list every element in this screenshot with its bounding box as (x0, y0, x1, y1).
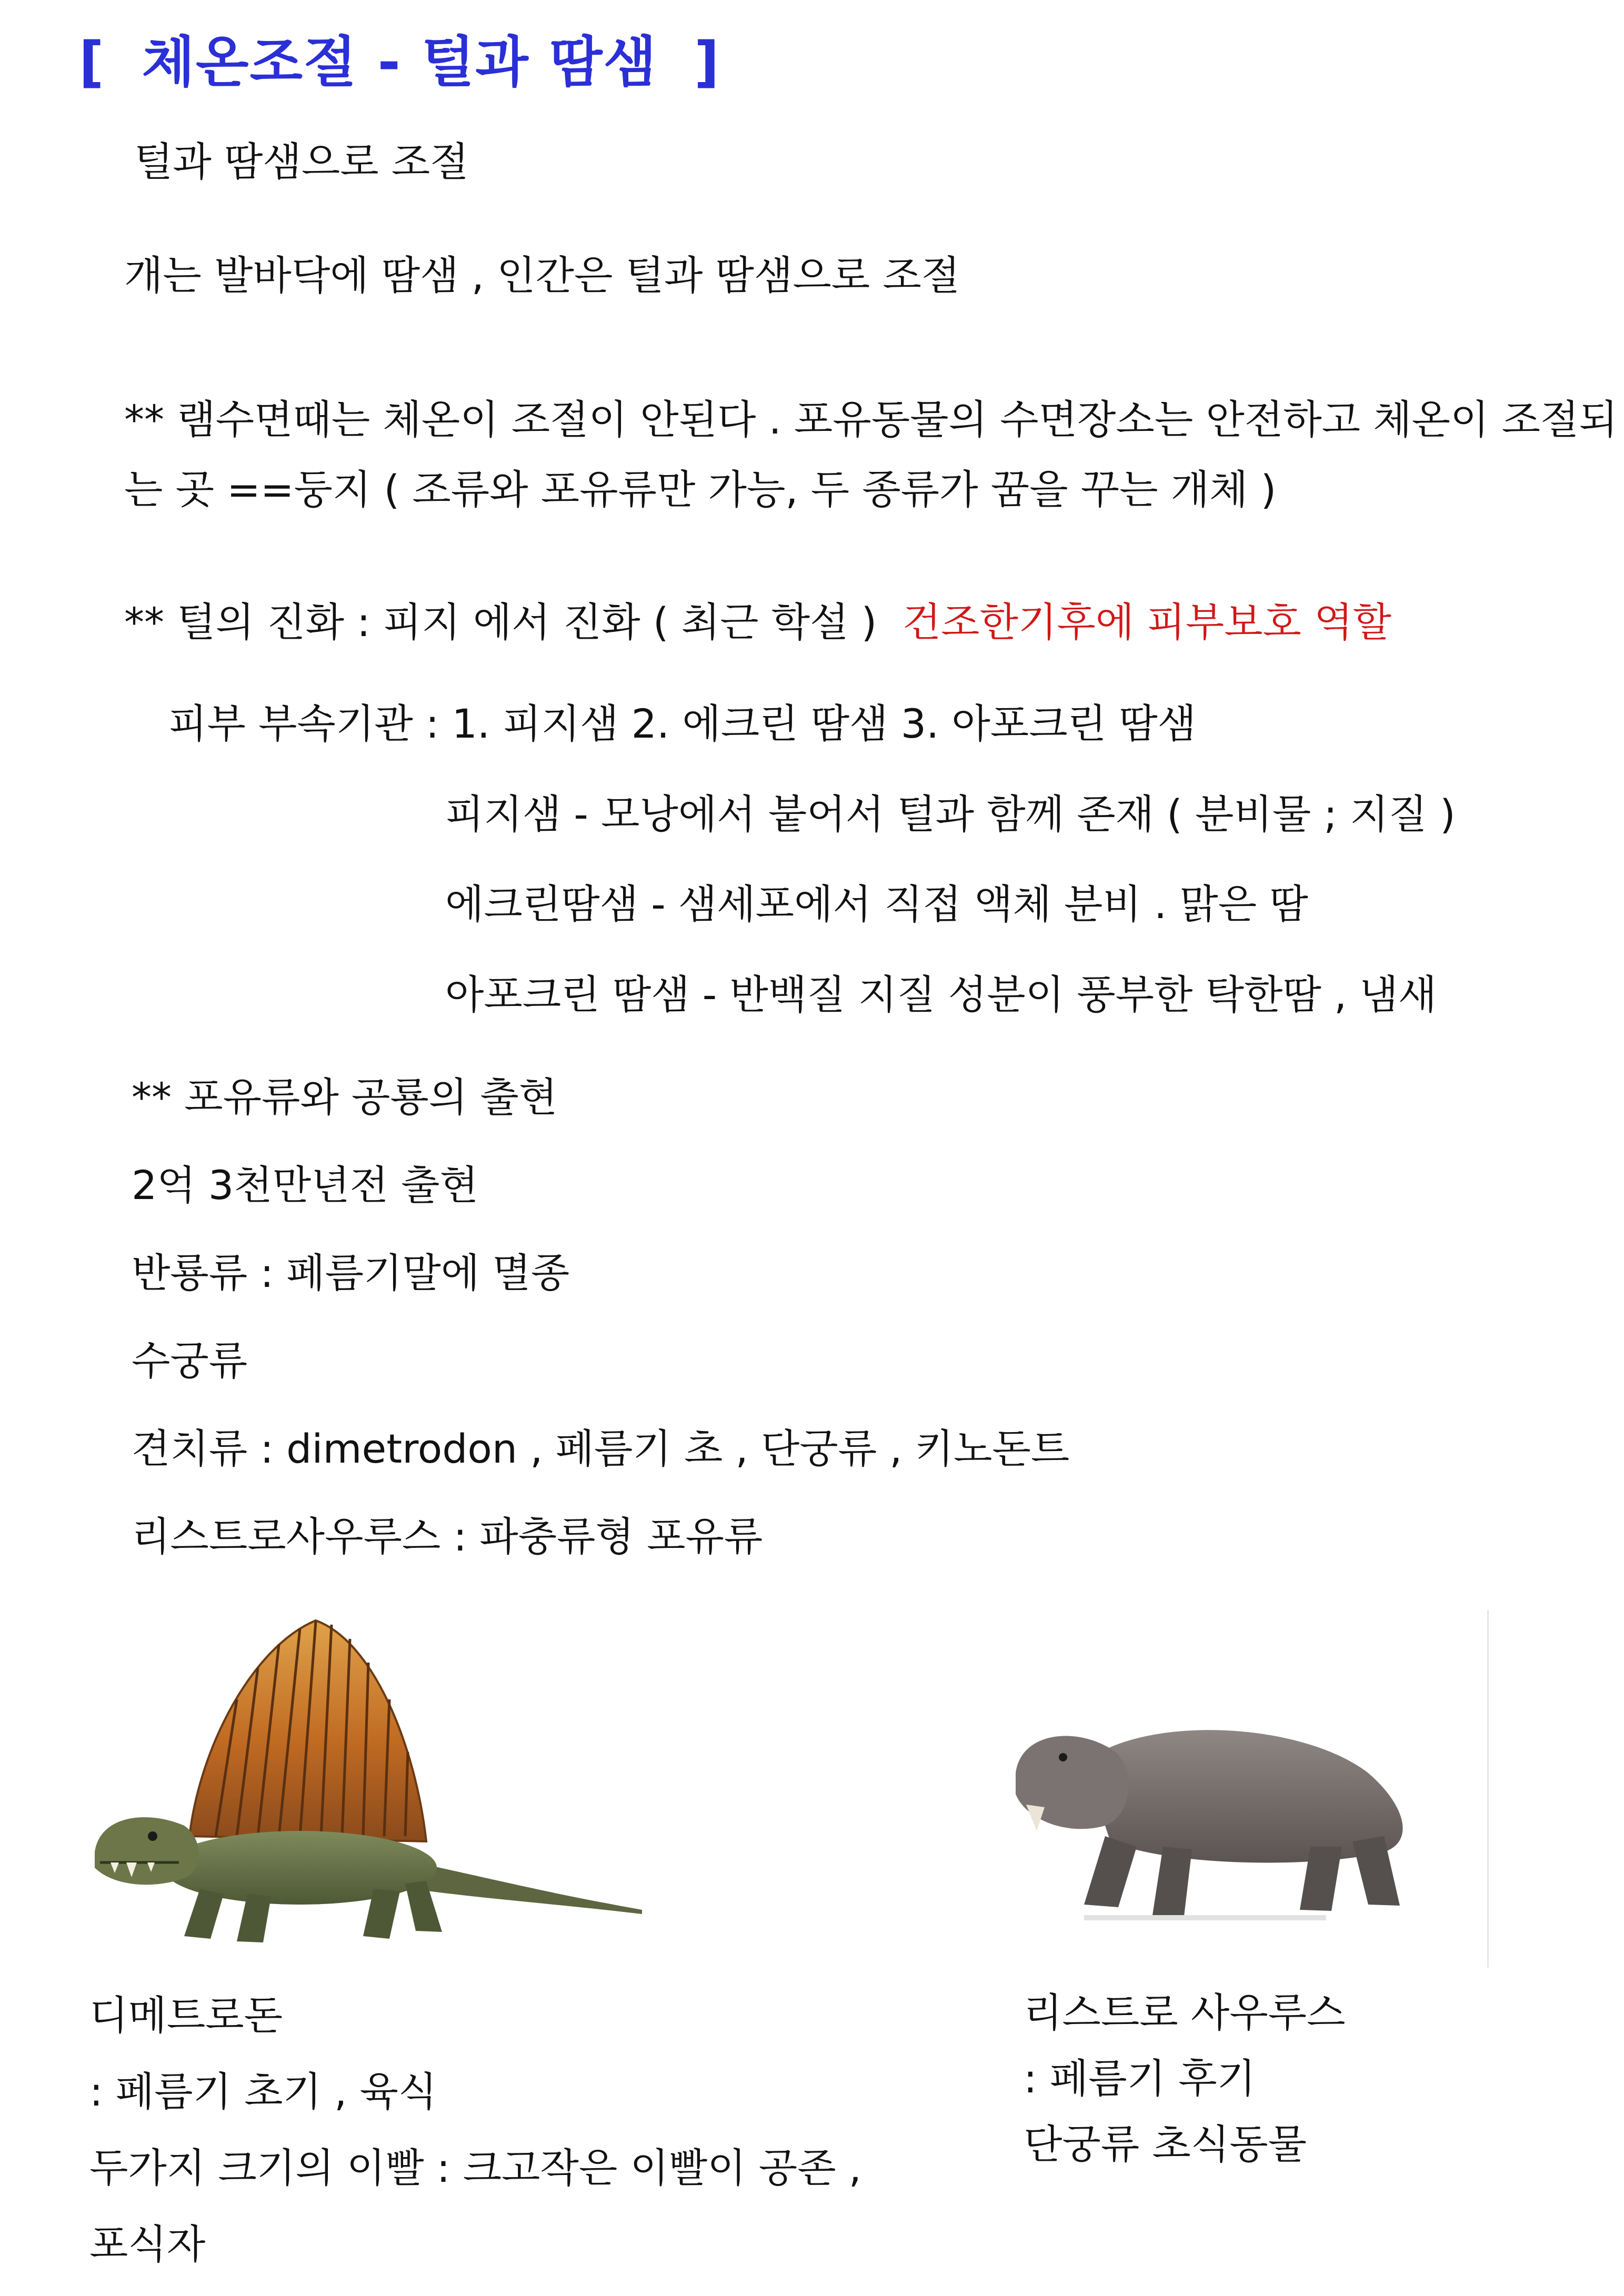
dimetrodon-caption-line1: 디메트로돈 (89, 1992, 283, 2039)
hair-evolution-line (124, 598, 1391, 646)
lystrosaurus-caption-line3: 단궁류 초식동물 (1024, 2121, 1307, 2168)
sphenacodont-text: 견치류 : dimetrodon , 페름기 초 , 단궁류 , 키노돈트 (132, 1425, 1070, 1472)
intro-text: 털과 땀샘으로 조절 (134, 138, 469, 185)
therapsid-text: 수궁류 (132, 1337, 248, 1384)
lystrosaurus-image (1005, 1694, 1437, 1926)
rem-sleep-line1: ** 램수면때는 체온이 조절이 안된다 . 포유동물의 수면장소는 안전하고 체온이 조절되 (124, 396, 1618, 443)
lystrosaurus-caption-line2: : 페름기 후기 (1024, 2055, 1256, 2102)
emergence-text: 2억 3천만년전 출현 (132, 1162, 478, 1209)
dimetrodon-image (79, 1615, 647, 1952)
dimetrodon-caption-line4: 포식자 (89, 2221, 206, 2268)
hair-evolution-text: ** 털의 진화 : 피지 에서 진화 ( 최근 학설 ) (124, 599, 877, 646)
skin-organs-text: 피부 부속기관 : 1. 피지샘 2. 에크린 땀샘 3. 아포크린 땀샘 (168, 700, 1197, 747)
dimetrodon-illustration-icon (79, 1615, 647, 1952)
lystrosaurus-caption-line1: 리스트로 사우루스 (1024, 1989, 1346, 2036)
hair-evolution-red-text: 건조한기후에 피부보호 역할 (902, 599, 1391, 646)
title-text: 체온조절 - 털과 땀샘 (142, 30, 658, 94)
apocrine-gland-text: 아포크린 땀샘 - 반백질 지질 성분이 풍부한 탁한땀 , 냄새 (445, 971, 1437, 1018)
mammal-dino-heading: ** 포유류와 공룡의 출현 (132, 1074, 558, 1121)
lystrosaurus-illustration-icon (1005, 1694, 1437, 1926)
dog-human-text: 개는 발바닥에 땀샘 , 인간은 털과 땀샘으로 조절 (124, 252, 960, 299)
dimetrodon-caption-line3: 두가지 크기의 이빨 : 크고작은 이빨이 공존 , (89, 2144, 861, 2191)
image-divider (1487, 1610, 1489, 1968)
pelycosaur-text: 반룡류 : 페름기말에 멸종 (132, 1250, 570, 1296)
lystrosaurus-text: 리스트로사우루스 : 파충류형 포유류 (132, 1513, 763, 1560)
page-title (79, 29, 720, 95)
sebaceous-gland-text: 피지샘 - 모낭에서 붙어서 털과 함께 존재 ( 분비물 ; 지질 ) (445, 791, 1456, 838)
title-close-bracket: ] (694, 30, 720, 94)
rem-sleep-line2: 는 곳 ==둥지 ( 조류와 포유류만 가능, 두 종류가 꿈을 꾸는 개체 ) (124, 466, 1277, 513)
title-open-bracket: [ (79, 30, 105, 94)
eccrine-gland-text: 에크린땀샘 - 샘세포에서 직접 액체 분비 . 맑은 땀 (445, 881, 1308, 928)
dimetrodon-caption-line2: : 페름기 초기 , 육식 (89, 2068, 437, 2115)
